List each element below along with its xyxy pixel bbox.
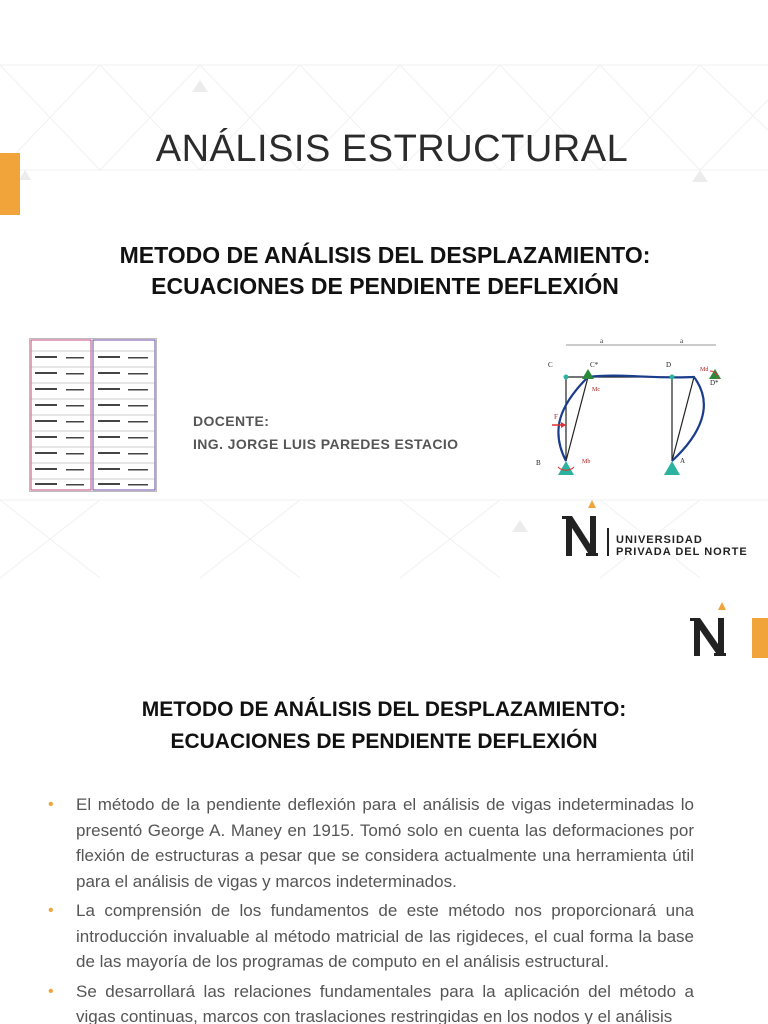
slide-subtitle bbox=[40, 240, 730, 302]
upn-n-icon bbox=[690, 600, 732, 662]
bullet-icon: • bbox=[48, 902, 54, 919]
label-Md: Md bbox=[700, 367, 709, 373]
label-Cp: C* bbox=[590, 361, 599, 369]
formula-table-thumbnail bbox=[29, 338, 157, 492]
label-Mc: Mc bbox=[592, 387, 600, 393]
label-a2: a bbox=[680, 337, 684, 345]
logo-text bbox=[616, 534, 748, 558]
logo-divider bbox=[607, 528, 609, 556]
frame-deflection-diagram bbox=[530, 335, 730, 485]
university-logo bbox=[560, 498, 760, 560]
label-A: A bbox=[680, 457, 686, 465]
label-D: D bbox=[666, 361, 672, 369]
bullet-item bbox=[42, 898, 694, 975]
label-F: F bbox=[554, 413, 558, 421]
label-Dp: D* bbox=[710, 379, 719, 387]
bullet-item bbox=[42, 979, 694, 1024]
bullet-text: La comprensión de los fundamentos de este método nos proporcionará una introducción invaluable al método matricial de las rigideces, el cual forma la base de las mayoría de los programas de computo en el análisis estructural. bbox=[76, 901, 694, 971]
label-Mb: Mb bbox=[582, 459, 591, 465]
content-title-line-1: METODO DE ANÁLISIS DEL DESPLAZAMIENTO: bbox=[141, 698, 627, 721]
content-title bbox=[60, 694, 708, 758]
docente-name: ING. JORGE LUIS PAREDES ESTACIO bbox=[193, 436, 459, 452]
logo-line-1: UNIVERSIDAD bbox=[616, 534, 703, 546]
docente-block bbox=[193, 410, 458, 456]
label-a1: a bbox=[600, 337, 604, 345]
subtitle-line-2: ECUACIONES DE PENDIENTE DEFLEXIÓN bbox=[151, 273, 619, 299]
upn-n-icon bbox=[560, 498, 610, 560]
bullet-icon: • bbox=[48, 982, 54, 1000]
bullet-item bbox=[42, 792, 694, 894]
bullet-icon: • bbox=[48, 796, 54, 813]
bullet-text: El método de la pendiente deflexión para el análisis de vigas indeterminadas lo presentó George A. Maney en 1915. Tomó solo en cuenta las deformaciones por flexión de estructuras a pesar que se considera actualmente una herramienta útil para el análisis de vigas y marcos indeterminados. bbox=[76, 795, 694, 891]
subtitle-line-1: METODO DE ANÁLISIS DEL DESPLAZAMIENTO: bbox=[119, 242, 651, 268]
label-B: B bbox=[536, 459, 541, 467]
content-title-line-2: ECUACIONES DE PENDIENTE DEFLEXIÓN bbox=[170, 730, 598, 753]
accent-bar-right bbox=[752, 618, 768, 658]
slide-title: ANÁLISIS ESTRUCTURAL bbox=[155, 128, 629, 170]
docente-label: DOCENTE: bbox=[193, 413, 270, 429]
bullet-text: Se desarrollará las relaciones fundamentales para la aplicación del método a vigas continuas, marcos con traslaciones restringidas en los nodos y el análisis bbox=[76, 981, 694, 1024]
content-slide bbox=[0, 578, 768, 1024]
bullet-list bbox=[42, 792, 694, 1024]
logo-line-2: PRIVADA DEL NORTE bbox=[616, 546, 748, 558]
label-C: C bbox=[548, 361, 553, 369]
